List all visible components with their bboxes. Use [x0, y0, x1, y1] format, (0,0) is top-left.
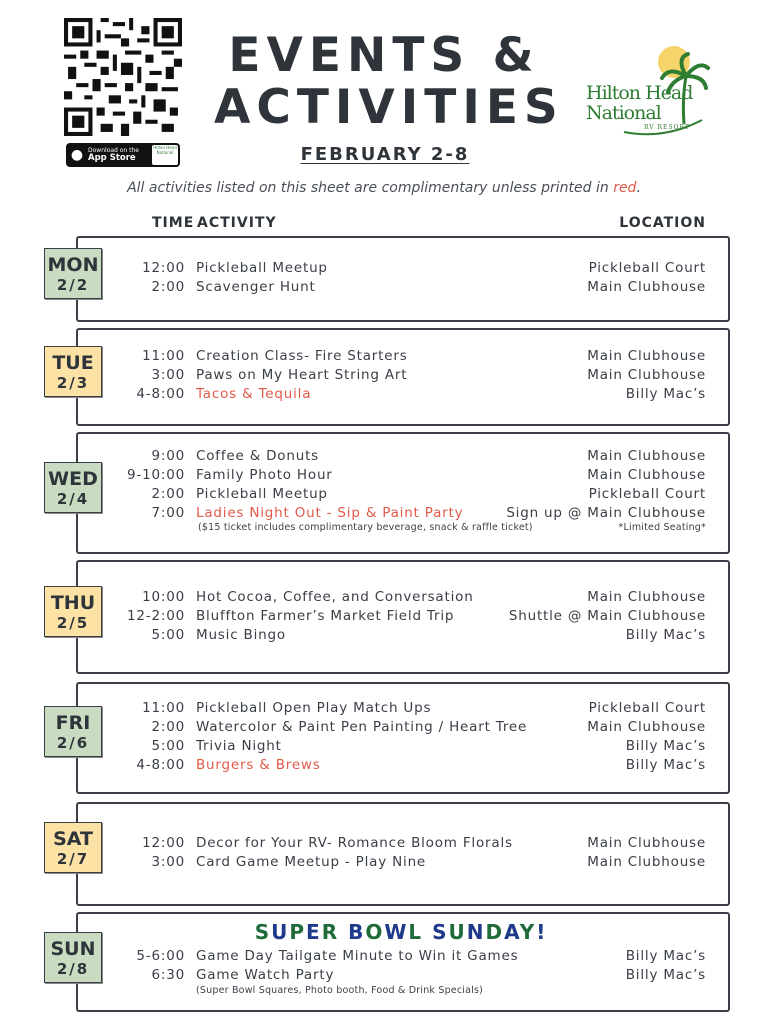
day-tag-mon: MON 2/2 [44, 248, 102, 299]
event-row: 4-8:00 Tacos & Tequila Billy Mac’s [136, 386, 706, 402]
event-row: 3:00 Card Game Meetup - Play Nine Main Clubhouse [151, 854, 706, 870]
event-note-right: *Limited Seating* [618, 522, 706, 533]
app-store-small-text: Download on the [88, 147, 139, 154]
logo-line-3: RV RESORT [644, 124, 690, 131]
column-location: LOCATION [619, 215, 706, 231]
app-thumb: Hilton Head National [152, 145, 178, 165]
event-row: 5:00 Music Bingo Billy Mac’s [151, 627, 706, 643]
event-row: 11:00 Pickleball Open Play Match Ups Pickleball Court [142, 700, 706, 716]
day-tag-fri: FRI 2/6 [44, 706, 102, 757]
event-row: 2:00 Scavenger Hunt Main Clubhouse [151, 279, 706, 295]
event-note: ($15 ticket includes complimentary beverage, snack & raffle ticket) [198, 522, 533, 533]
day-tag-sat: SAT 2/7 [44, 822, 102, 873]
event-row: 2:00 Pickleball Meetup Pickleball Court [151, 486, 706, 502]
event-note: (Super Bowl Squares, Photo booth, Food & Drink Specials) [196, 985, 484, 996]
event-row: 5:00 Trivia Night Billy Mac’s [151, 738, 706, 754]
page-title [214, 28, 564, 135]
title-line-2: ACTIVITIES [214, 80, 564, 135]
logo-line-2: National [586, 102, 661, 124]
day-tag-thu: THU 2/5 [44, 586, 102, 637]
resort-logo [584, 44, 714, 144]
event-row: 12:00 Decor for Your RV- Romance Bloom Florals Main Clubhouse [142, 835, 706, 851]
app-store-big-text: App Store [88, 153, 136, 163]
event-row: 11:00 Creation Class- Fire Starters Main Clubhouse [142, 348, 706, 364]
day-tag-sun: SUN 2/8 [44, 932, 102, 983]
date-range: FEBRUARY 2-8 [300, 144, 470, 165]
app-store-badge[interactable] [66, 143, 180, 167]
column-activity: ACTIVITY [197, 215, 277, 231]
day-tag-wed: WED 2/4 [44, 462, 102, 513]
qr-code [64, 18, 182, 136]
complimentary-note: All activities listed on this sheet are complimentary unless printed in red. [127, 180, 641, 196]
event-row: 2:00 Watercolor & Paint Pen Painting / Heart Tree Main Clubhouse [151, 719, 706, 735]
event-row: 6:30 Game Watch Party Billy Mac’s [151, 967, 706, 983]
event-row: 10:00 Hot Cocoa, Coffee, and Conversation Main Clubhouse [142, 589, 706, 605]
event-row: 7:00 Ladies Night Out - Sip & Paint Party Sign up @ Main Clubhouse [151, 505, 706, 521]
logo-line-1: Hilton Head [586, 82, 693, 104]
event-row: 3:00 Paws on My Heart String Art Main Clubhouse [151, 367, 706, 383]
event-row: 5-6:00 Game Day Tailgate Minute to Win it Games Billy Mac’s [136, 948, 706, 964]
event-row: 9-10:00 Family Photo Hour Main Clubhouse [127, 467, 706, 483]
title-line-1: EVENTS & [228, 28, 540, 83]
super-bowl-banner: SUPER BOWL SUNDAY! [254, 920, 548, 944]
day-tag-tue: TUE 2/3 [44, 346, 102, 397]
column-time: TIME [152, 215, 195, 231]
event-row: 9:00 Coffee & Donuts Main Clubhouse [151, 448, 706, 464]
event-row: 12:00 Pickleball Meetup Pickleball Court [142, 260, 706, 276]
apple-icon: ● [70, 147, 84, 163]
event-row: 4-8:00 Burgers & Brews Billy Mac’s [136, 757, 706, 773]
event-row: 12-2:00 Bluffton Farmer’s Market Field Trip Shuttle @ Main Clubhouse [127, 608, 706, 624]
